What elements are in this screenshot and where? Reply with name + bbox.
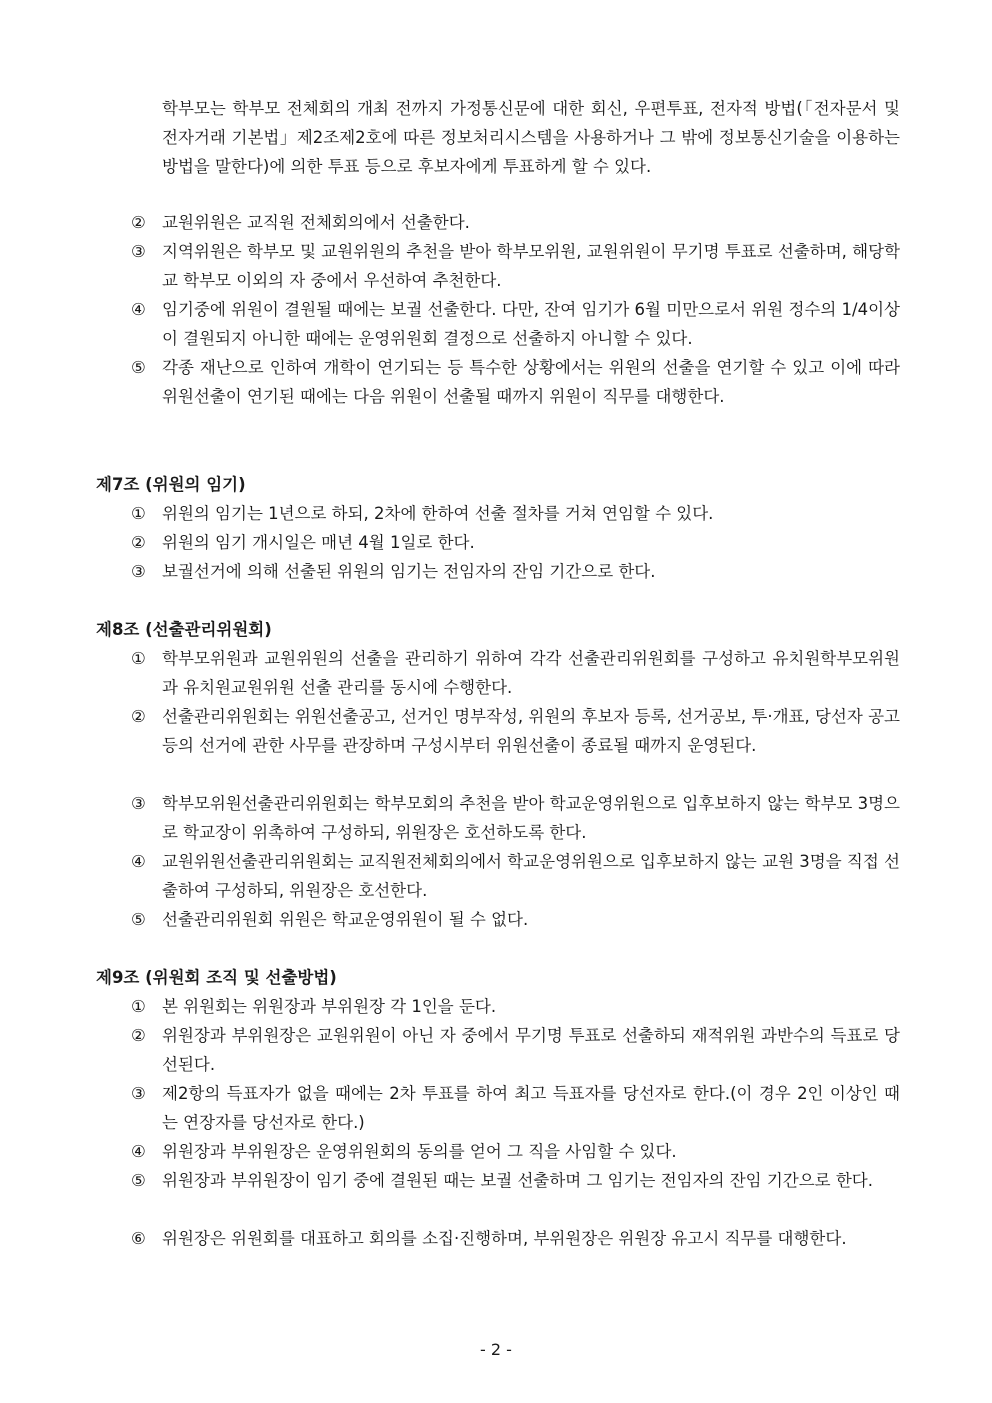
item-text: 각종 재난으로 인하여 개학이 연기되는 등 특수한 상황에서는 위원의 선출을 연기할 수 있고 이에 따라 위원선출이 연기된 때에는 다음 위원이 선출될 때까지 위원이 직무를 대행한다. xyxy=(162,358,900,406)
art6-item-2 xyxy=(131,208,900,237)
item-number: ④ xyxy=(131,1142,146,1161)
art9-item-1 xyxy=(131,992,900,1021)
art7-item-1 xyxy=(131,499,900,528)
item-text: 선출관리위원회는 위원선출공고, 선거인 명부작성, 위원의 후보자 등록, 선거공보, 투·개표, 당선자 공고 등의 선거에 관한 사무를 관장하며 구성시부터 위원선출이 종료될 때까지 운영된다. xyxy=(162,707,900,755)
item-number: ④ xyxy=(131,300,146,319)
art9-item-6 xyxy=(131,1224,900,1253)
item-number: ② xyxy=(131,1026,146,1045)
art8-item-4 xyxy=(131,847,900,905)
item-text: 위원장은 위원회를 대표하고 회의를 소집·진행하며, 부위원장은 위원장 유고시 직무를 대행한다. xyxy=(162,1229,847,1248)
art6-item-3 xyxy=(131,237,900,295)
page-number: - 2 - xyxy=(480,1340,512,1359)
item-number: ⑥ xyxy=(131,1229,146,1248)
item-text: 임기중에 위원이 결원될 때에는 보궐 선출한다. 다만, 잔여 임기가 6월 미만으로서 위원 정수의 1/4이상이 결원되지 아니한 때에는 운영위원회 결정으로 선출하지 아니할 수 있다. xyxy=(162,300,900,348)
art6-item-4 xyxy=(131,295,900,353)
art7-item-2 xyxy=(131,528,900,557)
art9-item-3 xyxy=(131,1079,900,1137)
art9-item-2 xyxy=(131,1021,900,1079)
art8-item-5 xyxy=(131,905,900,934)
item-number: ① xyxy=(131,649,146,668)
item-text: 선출관리위원회 위원은 학교운영위원이 될 수 없다. xyxy=(162,910,529,929)
art6-item-5 xyxy=(131,353,900,411)
item-text: 본 위원회는 위원장과 부위원장 각 1인을 둔다. xyxy=(162,997,497,1016)
article-9-heading: 제9조 (위원회 조직 및 선출방법) xyxy=(96,968,337,987)
item-text: 위원장과 부위원장이 임기 중에 결원된 때는 보궐 선출하며 그 임기는 전임자의 잔임 기간으로 한다. xyxy=(162,1171,873,1190)
item-number: ① xyxy=(131,504,146,523)
item-number: ⑤ xyxy=(131,910,146,929)
item-number: ③ xyxy=(131,794,146,813)
intro-paragraph: 학부모는 학부모 전체회의 개최 전까지 가정통신문에 대한 회신, 우편투표, 전자적 방법(「전자문서 및 전자거래 기본법」제2조제2호에 따른 정보처리시스템을 사용하거나 그 밖에 정보통신기술을 이용하는 방법을 말한다)에 의한 투표 등으로 후보자에게 투표하게 할 수 있다. xyxy=(162,99,900,176)
item-number: ① xyxy=(131,997,146,1016)
item-text: 학부모위원과 교원위원의 선출을 관리하기 위하여 각각 선출관리위원회를 구성하고 유치원학부모위원과 유치원교원위원 선출 관리를 동시에 수행한다. xyxy=(162,649,900,697)
art8-item-2 xyxy=(131,702,900,760)
item-text: 제2항의 득표자가 없을 때에는 2차 투표를 하여 최고 득표자를 당선자로 한다.(이 경우 2인 이상인 때는 연장자를 당선자로 한다.) xyxy=(162,1084,900,1132)
item-text: 위원장과 부위원장은 교원위원이 아닌 자 중에서 무기명 투표로 선출하되 재적위원 과반수의 득표로 당선된다. xyxy=(162,1026,900,1074)
art9-item-4 xyxy=(131,1137,900,1166)
item-text: 교원위원선출관리위원회는 교직원전체회의에서 학교운영위원으로 입후보하지 않는 교원 3명을 직접 선출하여 구성하되, 위원장은 호선한다. xyxy=(162,852,900,900)
item-text: 지역위원은 학부모 및 교원위원의 추천을 받아 학부모위원, 교원위원이 무기명 투표로 선출하며, 해당학교 학부모 이외의 자 중에서 우선하여 추천한다. xyxy=(162,242,900,290)
item-number: ② xyxy=(131,707,146,726)
article-7-heading: 제7조 (위원의 임기) xyxy=(96,475,246,494)
item-text: 위원장과 부위원장은 운영위원회의 동의를 얻어 그 직을 사임할 수 있다. xyxy=(162,1142,677,1161)
item-number: ③ xyxy=(131,1084,146,1103)
item-number: ③ xyxy=(131,242,146,261)
article-8-heading: 제8조 (선출관리위원회) xyxy=(96,620,272,639)
item-number: ③ xyxy=(131,562,146,581)
art8-item-3 xyxy=(131,789,900,847)
art8-item-1 xyxy=(131,644,900,702)
item-text: 교원위원은 교직원 전체회의에서 선출한다. xyxy=(162,213,470,232)
item-number: ② xyxy=(131,213,146,232)
item-text: 위원의 임기 개시일은 매년 4월 1일로 한다. xyxy=(162,533,475,552)
item-text: 보궐선거에 의해 선출된 위원의 임기는 전임자의 잔임 기간으로 한다. xyxy=(162,562,656,581)
item-number: ⑤ xyxy=(131,358,146,377)
art9-item-5 xyxy=(131,1166,900,1195)
art7-item-3 xyxy=(131,557,900,586)
item-number: ④ xyxy=(131,852,146,871)
item-text: 학부모위원선출관리위원회는 학부모회의 추천을 받아 학교운영위원으로 입후보하지 않는 학부모 3명으로 학교장이 위촉하여 구성하되, 위원장은 호선하도록 한다. xyxy=(162,794,900,842)
item-text: 위원의 임기는 1년으로 하되, 2차에 한하여 선출 절차를 거쳐 연임할 수 있다. xyxy=(162,504,714,523)
item-number: ② xyxy=(131,533,146,552)
item-number: ⑤ xyxy=(131,1171,146,1190)
